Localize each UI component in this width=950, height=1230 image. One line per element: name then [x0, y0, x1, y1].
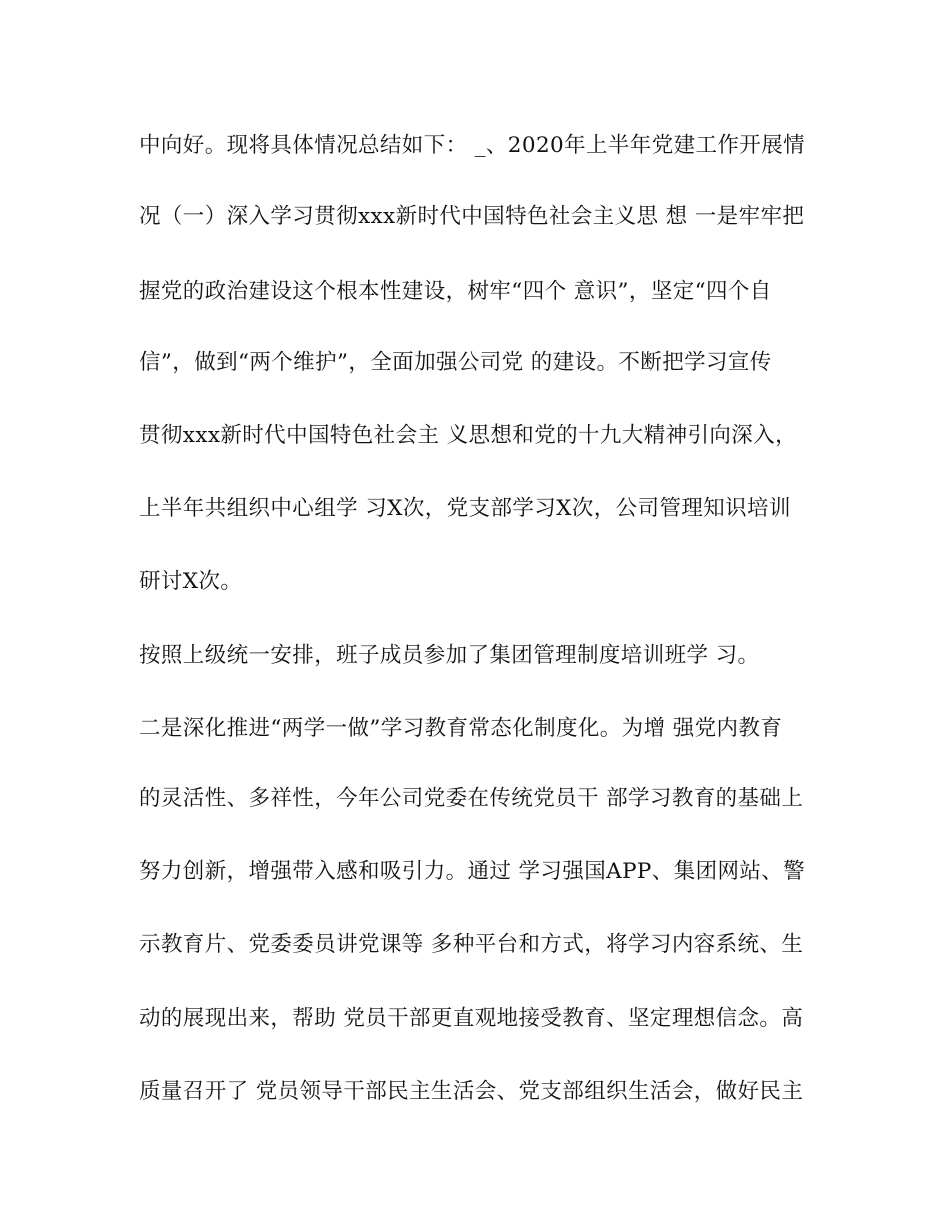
text-line: 示教育片、党委委员讲党课等 多种平台和方式，将学习内容系统、生 [139, 932, 804, 957]
text-line: 的灵活性、多祥性，今年公司党委在传统党员干 部学习教育的基础上 [139, 786, 804, 811]
text-line: 信”，做到“两个维护”，全面加强公司党 的建设。不断把学习宣传 [139, 350, 772, 375]
text-line: 研讨X次。 [139, 569, 243, 594]
text-line: 努力创新，增强带入感和吸引力。通过 学习强国APP、集团网站、警 [139, 859, 806, 884]
text-line: 上半年共组织中心组学 习X次，党支部学习X次，公司管理知识培训 [139, 496, 791, 521]
text-line: 按照上级统一安排，班子成员参加了集团管理制度培训班学 习。 [139, 643, 760, 668]
text-line: 握党的政治建设这个根本性建设，树牢“四个 意识”，坚定“四个自 [139, 279, 772, 304]
text-line: 二是深化推进“两学一做”学习教育常态化制度化。为增 强党内教育 [139, 716, 783, 741]
text-line: 况（一）深入学习贯彻xxx新时代中国特色社会主义思 想 一是牢牢把 [139, 204, 805, 229]
text-line: 中向好。现将具体情况总结如下： _、2020年上半年党建工作开展情 [139, 133, 806, 158]
text-line: 质量召开了 党员领导干部民主生活会、党支部组织生活会，做好民主 [139, 1079, 804, 1104]
text-line: 贯彻xxx新时代中国特色社会主 义思想和党的十九大精神引向深入， [139, 423, 798, 448]
text-line: 动的展现出来，帮助 党员干部更直观地接受教育、坚定理想信念。高 [139, 1006, 804, 1031]
